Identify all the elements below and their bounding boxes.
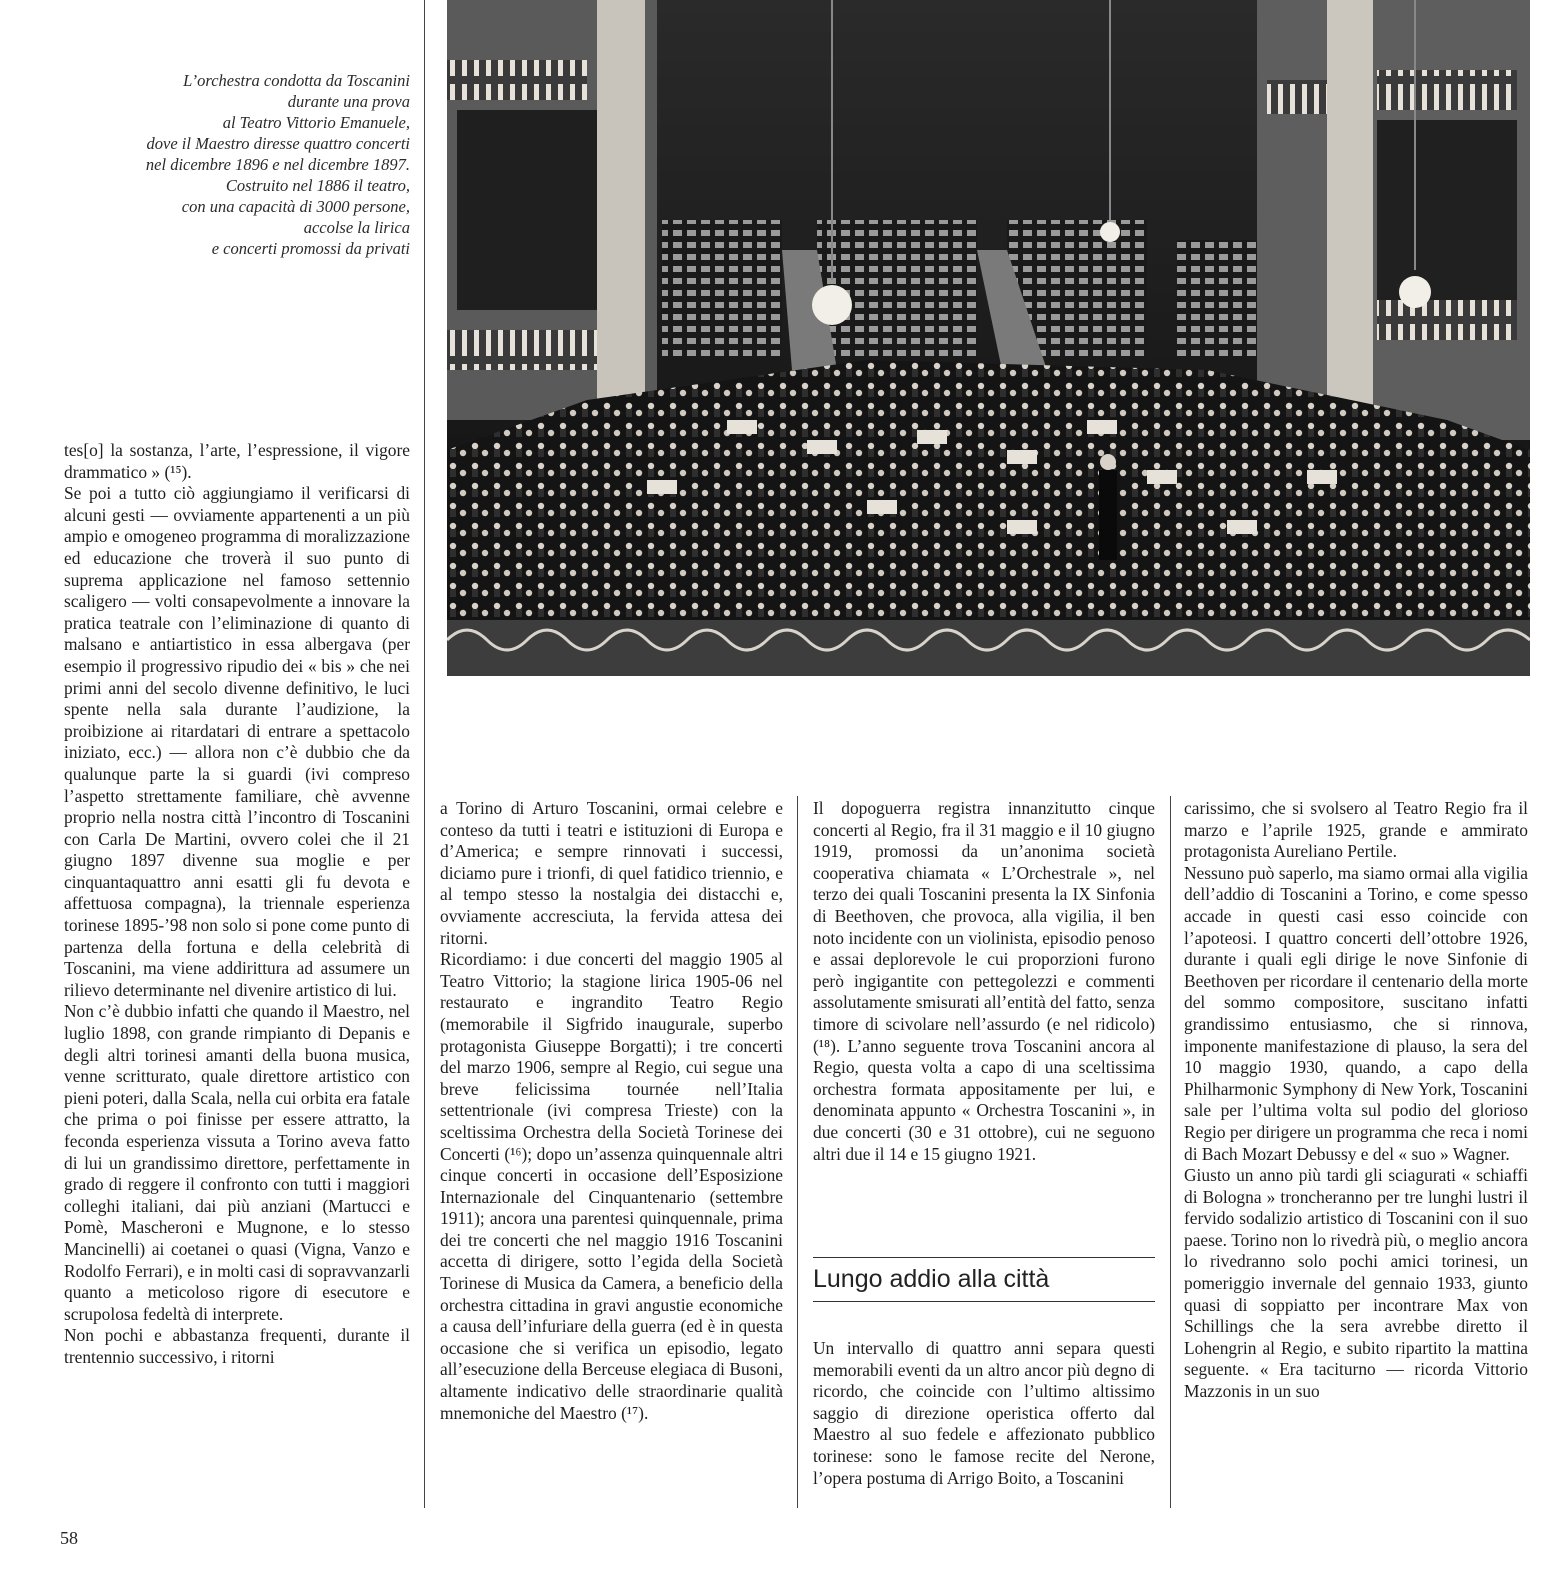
page-number: 58: [60, 1528, 78, 1548]
orchestra-photo: [447, 0, 1530, 676]
text-column-3-continued: [813, 1338, 1155, 1489]
caption-line: accolse la lirica: [303, 218, 410, 237]
paragraph: Se poi a tutto ciò aggiungiamo il verificarsi di alcuni gesti — ovviamente appartenenti a un più ampio e omogeneo programma di moralizzazione ed educazione che troverà il suo punto di suprema applicazione nel famoso settennio scaligero — volti consapevolmente a innovare la pratica teatrale con l’eliminazione di quanto di malsano e antiartistico in essa albergava (per esempio il progressivo ripudio dei « bis » che nei primi anni del secolo divenne definitivo, le luci spente nella sala durante l’audizione, la proibizione ai ritardatari di entrare a spettacolo iniziato, ecc.) — allora non c’è dubbio che da qualunque parte la si guardi (ivi compreso l’aspetto strettamente familiare, chè avvenne proprio nella nostra città l’incontro di Toscanini con Carla De Martini, ovvero colei che il 21 giugno 1897 divenne sua moglie e per cinquantaquattro anni esatti gli fu devota e affettuosa compagna), la triennale esperienza torinese 1895-’98 non solo si pone come punto di partenza della fortuna e della celebrità di Toscanini, ma viene addirittura ad assumere un rilievo determinante nel divenire artistico di lui.: [64, 483, 410, 1000]
caption-line: dove il Maestro diresse quattro concerti: [146, 134, 410, 153]
paragraph: Non c’è dubbio infatti che quando il Maestro, nel luglio 1898, con grande rimpianto di Depanis e degli altri torinesi amanti della buona musica, venne scritturato, quale direttore artistico con pieni poteri, dalla Scala, nella cui orbita era fatale che prima o poi finisse per essere attratto, la feconda esperienza vissuta a Torino aveva fatto di lui un grandissimo direttore, perfettamente in grado di reggere il confronto con tutti i maggiori colleghi italiani, dai più anziani (Martucci e Pomè, Mascheroni e Mugnone, e lo stesso Mancinelli) ai coetanei o quasi (Vigna, Vanzo e Rodolfo Ferrari), e in molti casi di sopravvanzarli quanto a meticoloso rigore di esecutore e scrupolosa fedeltà di interprete.: [64, 1001, 410, 1324]
paragraph: a Torino di Arturo Toscanini, ormai celebre e conteso da tutti i teatri e istituzioni di Europa e d’America; e sempre rinnovati i successi, diciamo pure i trionfi, di quel fatidico triennio, e al tempo stesso la nostalgia dei distacchi e, ovviamente accresciuta, la fervida attesa dei ritorni.: [440, 798, 783, 948]
column-divider: [797, 796, 798, 1508]
paragraph: tes[o] la sostanza, l’arte, l’espressione, il vigore drammatico » (¹⁵).: [64, 440, 410, 482]
caption-line: con una capacità di 3000 persone,: [181, 197, 410, 216]
caption-line: al Teatro Vittorio Emanuele,: [222, 113, 410, 132]
caption-line: e concerti promossi da privati: [211, 239, 410, 258]
caption-line: L’orchestra condotta da Toscanini: [183, 71, 410, 90]
paragraph: Nessuno può saperlo, ma siamo ormai alla vigilia dell’addio di Toscanini a Torino, e come spesso accade in questi casi esso coincide con l’apoteosi. I quattro concerti dell’ottobre 1926, durante i quali egli dirige le nove Sinfonie di Beethoven per ricordare il centenario della morte del sommo compositore, suscitano infatti grandissimo entusiasmo, che si rinnova, imponente manifestazione di plauso, la sera del 10 maggio 1930, quando, a capo della Philharmonic Symphony di New York, Toscanini sale per l’ultima volta sul podio del glorioso Regio per dirigere un programma che reca i nomi di Bach Mozart Debussy e del « suo » Wagner.: [1184, 862, 1528, 1164]
text-column-2: [440, 798, 783, 1424]
text-column-1: [64, 440, 410, 1369]
column-divider: [1170, 796, 1171, 1508]
text-column-4: [1184, 798, 1528, 1403]
caption-line: durante una prova: [287, 92, 410, 111]
paragraph: Giusto un anno più tardi gli sciagurati « schiaffi di Bologna » troncheranno per tre lunghi lustri il fervido sodalizio artistico di Toscanini con il suo paese. Torino non lo rivedrà più, o meglio ancora lo rivedranno solo pochi amici torinesi, un pomeriggio invernale del gennaio 1933, giunto quasi di soppiatto per incontrare Max von Schillings che la sera avrebbe diretto il Lohengrin al Regio, e subito ripartito la mattina seguente. « Era taciturno — ricorda Vittorio Mazzonis in un suo: [1184, 1165, 1528, 1402]
paragraph: Ricordiamo: i due concerti del maggio 1905 al Teatro Vittorio; la stagione lirica 1905-06 nel restaurato e ingrandito Teatro Regio (memorabile il Sigfrido inaugurale, superbo protagonista Giuseppe Borgatti); i tre concerti del marzo 1906, sempre al Regio, cui segue una breve felicissima tournée nell’Italia settentrionale (ivi compresa Trieste) con la sceltissima Orchestra della Società Torinese dei Concerti (¹⁶); dopo un’assenza quinquennale altri cinque concerti in occasione dell’Esposizione Internazionale del Cinquantenario (settembre 1911); ancora una parentesi quinquennale, prima dei tre concerti che nel maggio 1916 Toscanini accetta di dirigere, sotto l’egida della Società Torinese di Musica da Camera, a beneficio della orchestra cittadina in gravi angustie economiche a causa dell’infuriare della guerra (ed è in questa occasione che si verifica un episodio, legato all’esecuzione della Berceuse elegiaca di Busoni, altamente indicativo delle straordinarie qualità mnemoniche del Maestro (¹⁷).: [440, 949, 783, 1423]
paragraph: Un intervallo di quattro anni separa questi memorabili eventi da un altro ancor più degno di ricordo, che coincide con l’ultimo altissimo saggio di direzione operistica offerto dal Maestro al suo fedele e affezionato pubblico torinese: sono le famose recite del Nerone, l’opera postuma di Arrigo Boito, a Toscanini: [813, 1338, 1155, 1488]
paragraph: carissimo, che si svolsero al Teatro Regio fra il marzo e l’aprile 1925, grande e ammirato protagonista Aureliano Pertile.: [1184, 798, 1528, 862]
text-column-3: [813, 798, 1155, 1165]
caption-line: nel dicembre 1896 e nel dicembre 1897.: [145, 155, 410, 174]
caption-line: Costruito nel 1886 il teatro,: [225, 176, 410, 195]
paragraph: Non pochi e abbastanza frequenti, durante il trentennio successivo, i ritorni: [64, 1325, 410, 1367]
paragraph: Il dopoguerra registra innanzitutto cinque concerti al Regio, fra il 31 maggio e il 10 giugno 1919, promossi da un’anonima società cooperativa chiamata « L’Orchestrale », nel terzo dei quali Toscanini presenta la IX Sinfonia di Beethoven, che provoca, alla vigilia, il ben noto incidente con un violinista, episodio penoso e assai deplorevole le cui proporzioni furono però ingigantite con pettegolezzi e commenti assolutamente smisurati all’entità del fatto, senza timore di scivolare nell’assurdo (e nel ridicolo) (¹⁸). L’anno seguente trova Toscanini ancora al Regio, questa volta a capo di una sceltissima orchestra formata appositamente per lui, e denominata appunto « Orchestra Toscanini », in due concerti (30 e 31 ottobre), cui ne seguono altri due il 14 e 15 giugno 1921.: [813, 798, 1155, 1164]
section-heading: Lungo addio alla città: [813, 1257, 1155, 1302]
photo-caption: [60, 70, 410, 259]
column-divider: [424, 0, 425, 1508]
